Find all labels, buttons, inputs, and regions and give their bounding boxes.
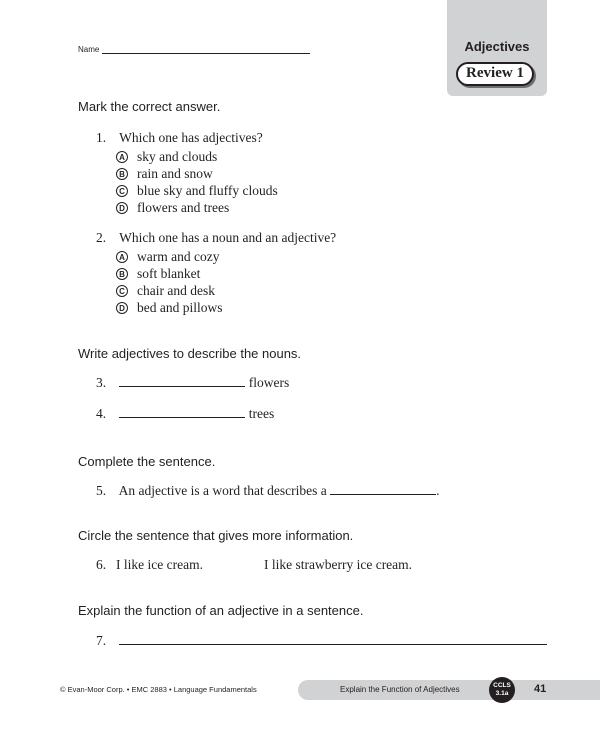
answer-bubble[interactable]: A <box>116 251 128 263</box>
question-number: 1. <box>96 130 107 145</box>
option-text: bed and pillows <box>137 300 223 315</box>
sentence-option-a[interactable]: I like ice cream. <box>116 557 203 572</box>
answer-bubble[interactable]: C <box>116 285 128 297</box>
option-text: soft blanket <box>137 266 201 281</box>
option-1a[interactable] <box>116 149 217 165</box>
sentence-text: An adjective is a word that describes a <box>118 483 327 498</box>
item-number: 7. <box>96 633 107 648</box>
answer-blank[interactable] <box>119 375 245 387</box>
answer-blank[interactable] <box>119 406 245 418</box>
option-text: chair and desk <box>137 283 215 298</box>
question-1 <box>96 130 263 146</box>
item-3 <box>96 375 289 391</box>
item-number: 4. <box>96 406 107 421</box>
answer-bubble[interactable]: C <box>116 185 128 197</box>
ccls-label: CCLS <box>493 682 511 689</box>
option-2b[interactable] <box>116 266 200 282</box>
ccls-standard: 3.1a <box>495 690 509 697</box>
item-5 <box>96 483 439 499</box>
sentence-end: . <box>436 483 440 498</box>
option-2c[interactable] <box>116 283 215 299</box>
noun-text: flowers <box>248 375 290 390</box>
answer-bubble[interactable]: A <box>116 151 128 163</box>
name-line[interactable] <box>102 44 310 54</box>
copyright-text: © Evan-Moor Corp. • EMC 2883 • Language Fundamentals <box>60 685 257 694</box>
instruction-explain-function: Explain the function of an adjective in a sentence. <box>78 603 364 618</box>
answer-blank[interactable] <box>330 483 436 495</box>
noun-text: trees <box>248 406 275 421</box>
name-label: Name <box>78 45 100 54</box>
instruction-mark-answer: Mark the correct answer. <box>78 99 221 114</box>
option-text: blue sky and fluffy clouds <box>137 183 278 198</box>
option-1d[interactable] <box>116 200 229 216</box>
review-badge: Review 1 <box>456 62 534 86</box>
page-number: 41 <box>534 683 547 695</box>
option-text: rain and snow <box>137 166 213 181</box>
answer-bubble[interactable]: B <box>116 168 128 180</box>
item-7 <box>96 633 547 649</box>
item-number: 3. <box>96 375 107 390</box>
sentence-option-b[interactable]: I like strawberry ice cream. <box>264 557 413 572</box>
skill-text: Explain the Function of Adjectives <box>340 685 460 694</box>
question-number: 2. <box>96 230 107 245</box>
option-text: sky and clouds <box>137 149 218 164</box>
question-2 <box>96 230 336 246</box>
answer-bubble[interactable]: D <box>116 202 128 214</box>
tab-title: Adjectives <box>464 39 530 54</box>
instruction-circle-sentence: Circle the sentence that gives more information. <box>78 528 354 543</box>
ccls-badge <box>489 677 515 703</box>
answer-line[interactable] <box>119 633 547 645</box>
answer-bubble[interactable]: B <box>116 268 128 280</box>
instruction-complete-sentence: Complete the sentence. <box>78 454 216 469</box>
item-number: 6. <box>96 557 107 572</box>
name-field[interactable] <box>78 44 310 54</box>
option-text: warm and cozy <box>137 249 220 264</box>
option-2a[interactable] <box>116 249 219 265</box>
option-1b[interactable] <box>116 166 213 182</box>
instruction-write-adjectives: Write adjectives to describe the nouns. <box>78 346 302 361</box>
option-text: flowers and trees <box>137 200 230 215</box>
question-text: Which one has adjectives? <box>119 130 263 145</box>
answer-bubble[interactable]: D <box>116 302 128 314</box>
item-number: 5. <box>96 483 107 498</box>
option-1c[interactable] <box>116 183 278 199</box>
item-4 <box>96 406 274 422</box>
item-6 <box>96 557 116 573</box>
question-text: Which one has a noun and an adjective? <box>119 230 337 245</box>
option-2d[interactable] <box>116 300 223 316</box>
